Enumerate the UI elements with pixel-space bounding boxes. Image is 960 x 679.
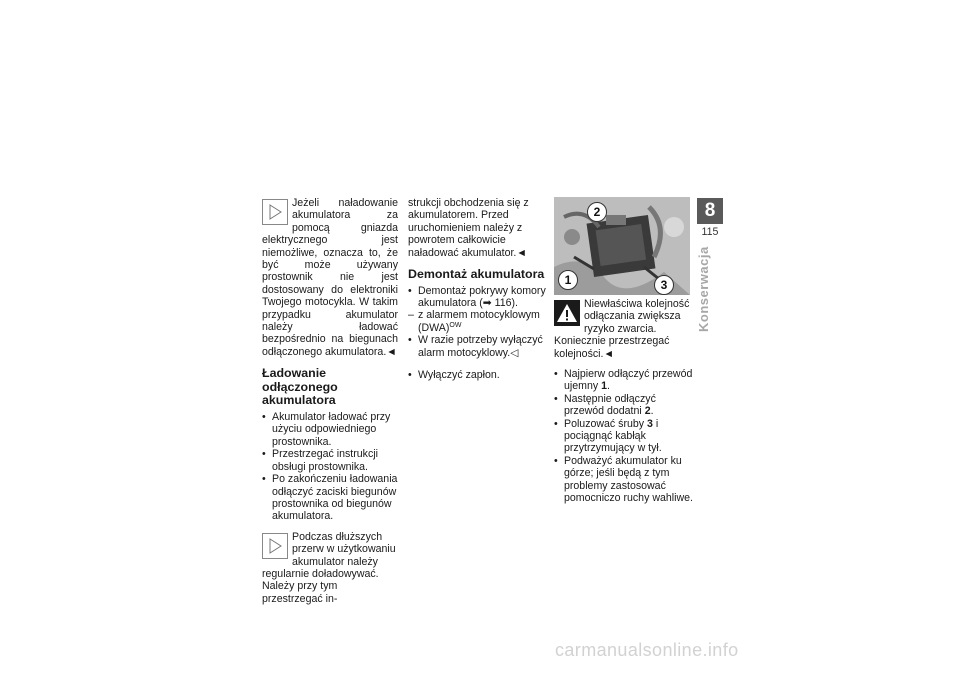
heading-removal: Demontaż akumulatora — [408, 267, 545, 282]
warning-text: Niewłaściwa kolejność odłączania zwiększa ryzyko zwarcia. — [584, 298, 690, 335]
warning-text-2: Koniecznie przestrzegać kolejności.◄ — [554, 335, 670, 360]
column-1 — [262, 197, 398, 605]
option-superscript: OW — [449, 321, 462, 329]
list-item: • Podważyć akumulator ku górze; jeśli będą z tym problemy zastosować pomocniczo ruchy wahliwe. — [554, 454, 693, 505]
list-item: • W razie potrzeby wyłączyć alarm motocyklowy.◁ — [408, 334, 543, 359]
warning-icon — [554, 300, 580, 326]
watermark: carmanualsonline.info — [555, 640, 739, 660]
note-text-2: Podczas dłuższych przerw w użytkowaniu akumulator należy regularnie doładowywać. Należy przy tym przestrzegać in- — [262, 530, 396, 605]
note-text-1: Jeżeli naładowanie akumulatora za pomocą gniazda elektrycznego jest niemożliwe, oznacza to, że być może używany prostownik nie jest dostosowany do elektroniki Twojego motocykla. W takim przypadku akumulator należy ładować bezpośrednio na biegunach odłączonego akumulatora.◄ — [262, 197, 398, 358]
battery-photo — [554, 197, 690, 295]
callout-positive: 2 — [587, 202, 607, 222]
note-block-2 — [262, 531, 398, 605]
warning-block — [554, 298, 694, 360]
continuation-paragraph: strukcji obchodzenia się z akumulatorem. Przed uruchomieniem należy z powrotem całkowicie naładować akumulator.◄ — [408, 197, 529, 259]
chapter-number: 8 — [697, 198, 723, 224]
list-item: • Po zakończeniu ładowania odłączyć zaciski biegunów prostownika od biegunów akumulatora. — [262, 473, 398, 523]
list-item: • Akumulator ładować przy użyciu odpowiedniego prostownika. — [262, 411, 391, 448]
chapter-side-title: Konserwacja — [696, 246, 711, 332]
note-block-1 — [262, 197, 398, 358]
callout-screws: 3 — [654, 275, 674, 295]
list-item: – z alarmem motocyklowym (DWA)$^{OW}$ — [408, 309, 540, 334]
disconnect-list — [554, 368, 694, 504]
note-triangle-icon — [262, 533, 288, 559]
list-item: • Poluzować śruby 3 i pociągnąć kabłąk przytrzymujący w tył. — [554, 417, 662, 455]
list-item: • Najpierw odłączyć przewód ujemny 1. — [554, 368, 693, 393]
charging-list — [262, 411, 398, 523]
column-2 — [408, 197, 546, 381]
list-item: • Przestrzegać instrukcji obsługi prostownika. — [262, 448, 378, 473]
callout-negative: 1 — [558, 270, 578, 290]
heading-charging: Ładowanie odłączonego akumulatora — [262, 366, 338, 408]
page-number: 115 — [701, 226, 719, 238]
note-triangle-icon — [262, 199, 288, 225]
list-item: • Wyłączyć zapłon. — [408, 369, 500, 382]
column-3 — [554, 197, 694, 505]
list-item: • Demontaż pokrywy komory akumulatora (➡ 116). — [408, 284, 546, 310]
ignition-list — [408, 369, 546, 381]
list-item: • Następnie odłączyć przewód dodatni 2. — [554, 392, 656, 418]
removal-list — [408, 285, 546, 359]
